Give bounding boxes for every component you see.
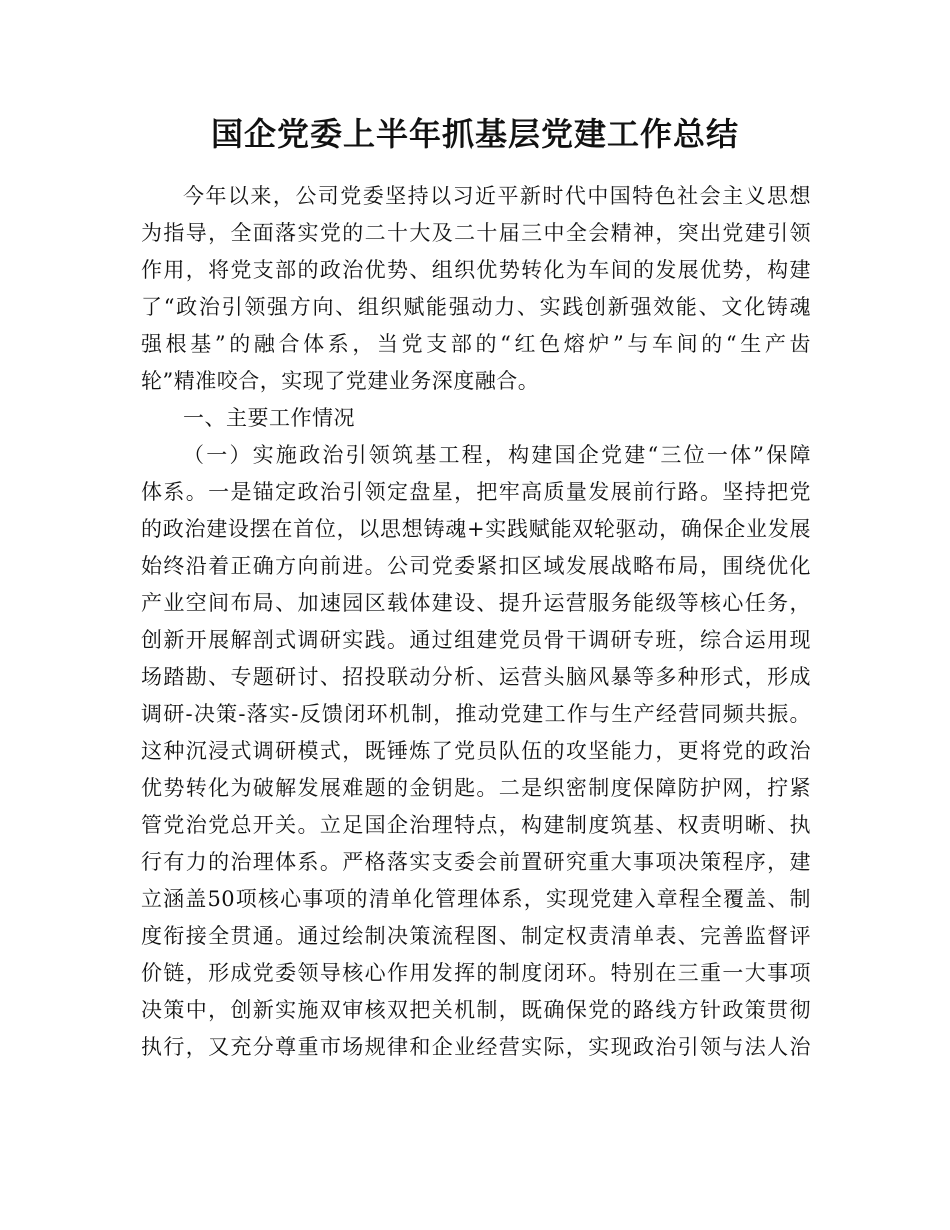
paragraph-line: 决策中，创新实施双审核双把关机制，既确保党的路线方针政策贯彻 xyxy=(141,998,811,1022)
paragraph-line: 立涵盖50项核心事项的清单化管理体系，实现党建入章程全覆盖、制 xyxy=(141,887,811,911)
paragraph-line: 价链，形成党委领导核心作用发挥的制度闭环。特别在三重一大事项 xyxy=(141,961,811,985)
section-heading: 一、主要工作情况 xyxy=(183,406,355,430)
paragraph-line: 强根基”的融合体系，当党支部的“红色熔炉”与车间的“生产齿 xyxy=(141,332,811,356)
paragraph-line: 管党治党总开关。立足国企治理特点，构建制度筑基、权责明晰、执 xyxy=(141,813,811,837)
document-title: 国企党委上半年抓基层党建工作总结 xyxy=(210,115,739,153)
paragraph-line: 作用，将党支部的政治优势、组织优势转化为车间的发展优势，构建 xyxy=(141,258,811,282)
paragraph-line: 创新开展解剖式调研实践。通过组建党员骨干调研专班，综合运用现 xyxy=(141,628,811,652)
paragraph-line: 行有力的治理体系。严格落实支委会前置研究重大事项决策程序，建 xyxy=(141,850,811,874)
paragraph-line: 为指导，全面落实党的二十大及二十届三中全会精神，突出党建引领 xyxy=(141,221,811,245)
paragraph-line: 始终沿着正确方向前进。公司党委紧扣区域发展战略布局，围绕优化 xyxy=(141,554,811,578)
paragraph-line: 轮”精准咬合，实现了党建业务深度融合。 xyxy=(141,369,540,393)
paragraph-line: 这种沉浸式调研模式，既锤炼了党员队伍的攻坚能力，更将党的政治 xyxy=(141,739,811,763)
paragraph-line: 的政治建设摆在首位，以思想铸魂+实践赋能双轮驱动，确保企业发展 xyxy=(141,517,811,541)
paragraph-line: 执行，又充分尊重市场规律和企业经营实际，实现政治引领与法人治 xyxy=(141,1035,811,1059)
paragraph-line: 优势转化为破解发展难题的金钥匙。二是织密制度保障防护网，拧紧 xyxy=(141,776,811,800)
paragraph-line: 了“政治引领强方向、组织赋能强动力、实践创新强效能、文化铸魂 xyxy=(141,295,811,319)
paragraph-line: 今年以来，公司党委坚持以习近平新时代中国特色社会主义思想 xyxy=(183,184,811,208)
paragraph-line: 度衔接全贯通。通过绘制决策流程图、制定权责清单表、完善监督评 xyxy=(141,924,811,948)
paragraph-line: 体系。一是锚定政治引领定盘星，把牢高质量发展前行路。坚持把党 xyxy=(141,480,811,504)
paragraph-line: 场踏勘、专题研讨、招投联动分析、运营头脑风暴等多种形式，形成 xyxy=(141,665,811,689)
paragraph-line: （一）实施政治引领筑基工程，构建国企党建“三位一体”保障 xyxy=(183,443,811,467)
paragraph-line: 产业空间布局、加速园区载体建设、提升运营服务能级等核心任务， xyxy=(141,591,811,615)
paragraph-line: 调研-决策-落实-反馈闭环机制，推动党建工作与生产经营同频共振。 xyxy=(141,702,811,726)
document-body xyxy=(141,178,811,1066)
